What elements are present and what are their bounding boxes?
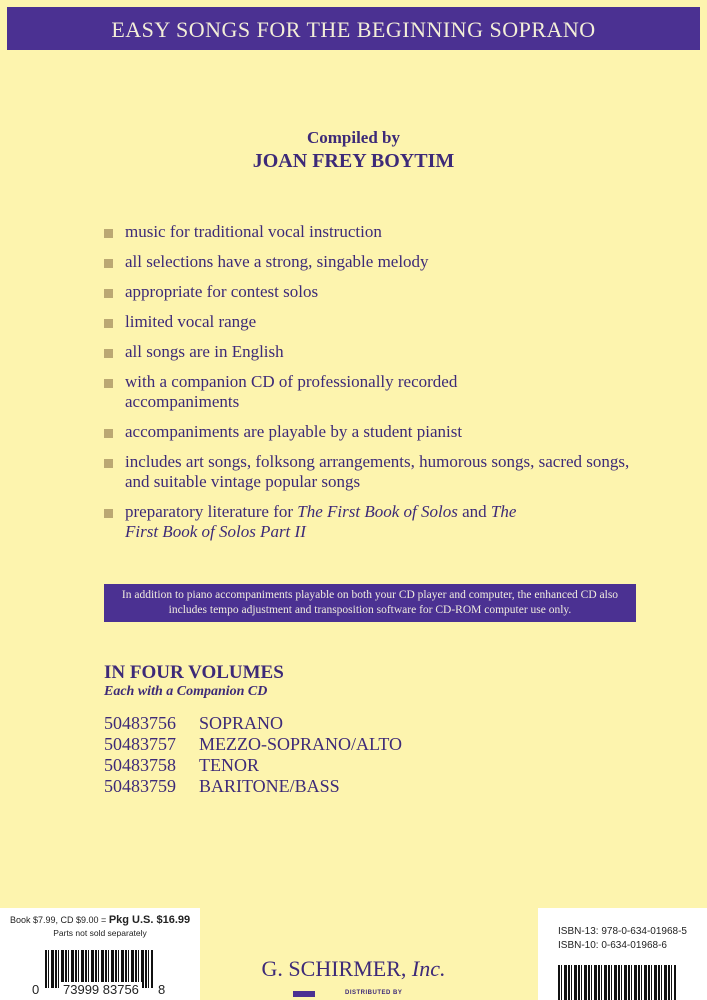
feature-item: appropriate for contest solos	[104, 282, 664, 302]
enhanced-cd-notice: In addition to piano accompaniments playable on both your CD player and computer, the enhanced CD also includes tempo adjustment and transposition software for CD-ROM computer use only.	[104, 584, 636, 622]
feature-item: includes art songs, folksong arrangements, humorous songs, sacred songs, and suitable vintage popular songs	[104, 452, 635, 492]
compiled-by-label: Compiled by	[306, 128, 401, 147]
feature-item: preparatory literature for The First Book of Solos and The First Book of Solos Part II	[104, 502, 545, 542]
square-bullet-icon	[104, 259, 113, 268]
feature-item: music for traditional vocal instruction	[104, 222, 664, 242]
square-bullet-icon	[104, 229, 113, 238]
square-bullet-icon	[104, 379, 113, 388]
price-sticker: Book $7.99, CD $9.00 = Pkg U.S. $16.99 Parts not sold separately 0 73999 83756 8	[0, 908, 200, 1000]
volume-item: 50483758 TENOR	[104, 755, 259, 775]
feature-item: with a companion CD of professionally recorded accompaniments	[104, 372, 525, 412]
feature-item: all selections have a strong, singable melody	[104, 252, 664, 272]
feature-item: accompaniments are playable by a student pianist	[104, 422, 664, 442]
distributed-by-label: DISTRIBUTED BY	[345, 990, 403, 996]
square-bullet-icon	[104, 289, 113, 298]
publisher-name: G. SCHIRMER, Inc.	[261, 956, 446, 981]
feature-item: all songs are in English	[104, 342, 664, 362]
author-name: JOAN FREY BOYTIM	[252, 150, 455, 172]
volume-list	[104, 713, 402, 797]
square-bullet-icon	[104, 509, 113, 518]
volume-item: 50483759 BARITONE/BASS	[104, 776, 340, 796]
square-bullet-icon	[104, 429, 113, 438]
volume-item: 50483757 MEZZO-SOPRANO/ALTO	[104, 734, 403, 754]
volumes-subheading: Each with a Companion CD	[104, 684, 268, 699]
series-title-banner: EASY SONGS FOR THE BEGINNING SOPRANO	[7, 7, 700, 50]
volumes-heading: IN FOUR VOLUMES	[104, 662, 284, 683]
square-bullet-icon	[104, 319, 113, 328]
isbn-block: ISBN-13: 978-0-634-01968-5 ISBN-10: 0-634-01968-6	[538, 908, 707, 1000]
feature-item: limited vocal range	[104, 312, 664, 332]
feature-list	[104, 222, 664, 552]
square-bullet-icon	[104, 459, 113, 468]
volume-item: 50483756 SOPRANO	[104, 713, 284, 733]
distributor-logo	[293, 991, 315, 997]
square-bullet-icon	[104, 349, 113, 358]
